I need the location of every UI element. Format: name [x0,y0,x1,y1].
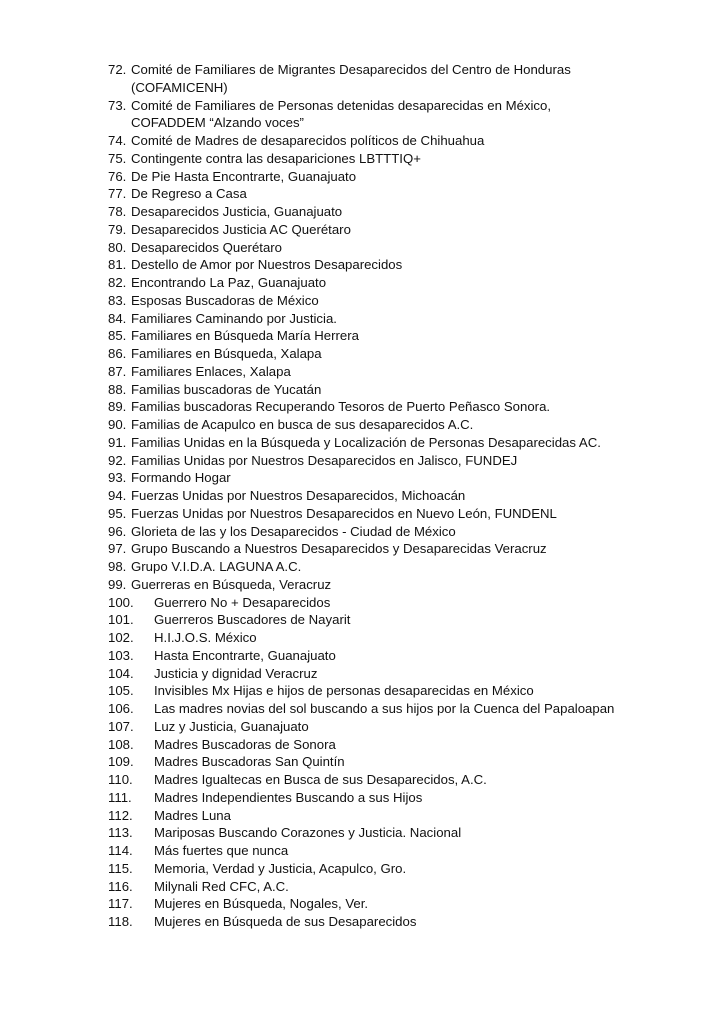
list-item-line: Contingente contra las desapariciones LBTTTIQ+ [131,150,421,166]
list-item [108,913,708,931]
list-item-number: 98. [108,559,127,574]
list-item-text [131,132,708,150]
list-item-number: 73. [108,97,127,113]
organization-list [108,61,708,931]
list-item-line: Comité de Madres de desaparecidos políticos de Chihuahua [131,133,485,148]
list-item [108,168,708,186]
list-item [108,753,708,771]
list-item [108,61,708,97]
list-item-number: 92. [108,452,127,468]
list-item [108,718,708,736]
list-item-line: Familiares en Búsqueda María Herrera [131,328,359,344]
list-item [108,132,708,150]
list-item [108,647,708,665]
list-item-text [154,842,708,860]
list-item-number: 89. [108,399,127,415]
list-item-number: 108. [108,736,134,752]
list-item-number: 107. [108,718,134,734]
list-item-number: 99. [108,576,127,592]
list-item-number: 103. [108,647,134,663]
list-item [108,487,708,505]
list-item [108,540,708,558]
list-item-line: Mujeres en Búsqueda, Nogales, Ver. [154,896,369,912]
list-item-line: Justicia y dignidad Veracruz [154,665,318,681]
list-item-number: 81. [108,257,127,273]
list-item [108,505,708,523]
list-item-text [131,540,708,558]
list-item-line: Mariposas Buscando Corazones y Justicia. Nacional [154,825,462,841]
list-item [108,310,708,328]
list-item-text [154,682,708,700]
list-item-line: Familias buscadoras Recuperando Tesoros de Puerto Peñasco Sonora. [131,399,551,415]
list-item-number: 74. [108,133,127,148]
list-item-number: 112. [108,807,133,823]
list-item [108,452,708,470]
list-item-number: 82. [108,275,127,290]
list-item-text [131,558,708,576]
list-item-text [154,824,708,842]
list-item-text [131,185,708,203]
list-item [108,789,708,807]
list-item-number: 113. [108,825,133,841]
list-item-text [154,789,708,807]
list-item-line: Destello de Amor por Nuestros Desaparecidos [131,257,403,273]
list-item-text [131,256,708,274]
list-item-line: Guerreros Buscadores de Nayarit [154,612,351,628]
list-item [108,239,708,257]
list-item-number: 97. [108,541,127,557]
list-item-text [154,807,708,825]
list-item [108,895,708,913]
list-item [108,842,708,860]
list-item [108,665,708,683]
list-item-line: Luz y Justicia, Guanajuato [154,718,309,734]
list-item-number: 87. [108,363,127,379]
list-item-number: 104. [108,665,134,681]
list-item [108,185,708,203]
list-item [108,594,708,612]
list-item [108,345,708,363]
list-item [108,682,708,700]
list-item-line: Familiares Caminando por Justicia. [131,310,337,326]
list-item-text [131,168,708,186]
list-item-number: 100. [108,594,134,610]
list-item-text [154,736,708,754]
list-item-text [131,292,708,310]
list-item-text [154,895,708,913]
list-item-line: Guerrero No + Desaparecidos [154,594,331,610]
list-item-text [154,700,708,718]
list-item [108,611,708,629]
list-item-text [131,239,708,257]
list-item-number: 117. [108,896,133,912]
list-item-line: Familiares en Búsqueda, Xalapa [131,346,322,361]
list-item-number: 80. [108,239,127,255]
list-item [108,327,708,345]
list-item-text [131,434,708,452]
list-item-line: Desaparecidos Querétaro [131,239,283,255]
list-item-number: 75. [108,150,127,166]
list-item-number: 118. [108,914,133,929]
list-item-text [154,611,708,629]
list-item-line: Grupo V.I.D.A. LAGUNA A.C. [131,559,302,574]
list-item-text [131,203,708,221]
list-item-text [131,576,708,594]
list-item-text [154,629,708,647]
list-item-number: 102. [108,630,134,645]
list-item-text [154,647,708,665]
list-item-number: 93. [108,470,127,486]
list-item-text [154,913,708,931]
list-item-text [131,221,708,239]
list-item-number: 90. [108,417,127,432]
list-item-text [131,398,708,416]
list-item-line: Madres Luna [154,807,231,823]
list-item-line: Guerreras en Búsqueda, Veracruz [131,576,332,592]
list-item-line: Fuerzas Unidas por Nuestros Desaparecidos en Nuevo León, FUNDENL [131,505,557,521]
list-item-text [131,345,708,363]
list-item-text [154,878,708,896]
list-item-line: Milynali Red CFC, A.C. [154,878,289,894]
list-item-number: 109. [108,754,134,770]
list-item [108,150,708,168]
list-item-text [131,327,708,345]
list-item-number: 116. [108,878,133,894]
list-item-line: Invisibles Mx Hijas e hijos de personas desaparecidas en México [154,683,534,699]
list-item-text [131,381,708,399]
list-item-number: 110. [108,772,133,787]
list-item-number: 78. [108,204,127,219]
list-item-line: Grupo Buscando a Nuestros Desaparecidos y Desaparecidas Veracruz [131,541,547,557]
list-item [108,523,708,541]
list-item-text [154,665,708,683]
list-item [108,363,708,381]
list-item-line: Desaparecidos Justicia, Guanajuato [131,204,343,219]
list-item-number: 88. [108,381,127,397]
list-item [108,736,708,754]
list-item-text [154,771,708,789]
list-item [108,558,708,576]
list-item-text [131,274,708,292]
list-item [108,256,708,274]
list-item-number: 91. [108,434,127,450]
list-item [108,629,708,647]
list-item-number: 72. [108,62,127,77]
list-item-number: 94. [108,488,127,503]
list-item [108,274,708,292]
list-item [108,824,708,842]
list-item-text [131,523,708,541]
list-item-number: 77. [108,186,127,202]
list-item-line: Memoria, Verdad y Justicia, Acapulco, Gro. [154,860,407,876]
list-item-line: Fuerzas Unidas por Nuestros Desaparecidos, Michoacán [131,488,466,503]
list-item [108,860,708,878]
list-item [108,292,708,310]
list-item-line: Familias de Acapulco en busca de sus desaparecidos A.C. [131,417,474,432]
list-item [108,576,708,594]
list-item-number: 83. [108,292,127,308]
list-item-text [154,860,708,878]
list-item-line: Familias buscadoras de Yucatán [131,381,322,397]
list-item-text [131,487,708,505]
list-item-line: Formando Hogar [131,470,231,486]
list-item-line: Desaparecidos Justicia AC Querétaro [131,221,351,237]
list-item [108,381,708,399]
list-item-text [131,97,708,133]
list-item-number: 95. [108,505,127,521]
list-item-line: (COFAMICENH) [131,79,228,95]
list-item [108,878,708,896]
list-item-line: De Regreso a Casa [131,186,247,202]
list-item-text [131,61,708,97]
list-item-number: 79. [108,221,127,237]
list-item-number: 111. [108,789,132,805]
list-item [108,416,708,434]
list-item-text [131,469,708,487]
list-item-number: 115. [108,860,133,876]
list-item-line: Familias Unidas en la Búsqueda y Localización de Personas Desaparecidas AC. [131,434,601,450]
list-item [108,700,708,718]
list-item-line: Madres Igualtecas en Busca de sus Desaparecidos, A.C. [154,772,487,787]
list-item [108,203,708,221]
list-item-line: Encontrando La Paz, Guanajuato [131,275,327,290]
list-item-line: Madres Buscadoras San Quintín [154,754,345,770]
list-item-line: Familias Unidas por Nuestros Desaparecidos en Jalisco, FUNDEJ [131,452,518,468]
list-item [108,221,708,239]
list-item-line: Comité de Familiares de Personas detenidas desaparecidas en México, [131,97,552,113]
list-item-line: Madres Independientes Buscando a sus Hijos [154,789,423,805]
list-item-text [131,505,708,523]
list-item-text [154,718,708,736]
list-item-line: Familiares Enlaces, Xalapa [131,363,291,379]
list-item-text [154,753,708,771]
list-item [108,97,708,133]
list-item-line: COFADDEM “Alzando voces” [131,115,304,131]
list-item-line: Esposas Buscadoras de México [131,292,319,308]
list-item-number: 86. [108,346,127,361]
list-item-text [131,452,708,470]
list-item-number: 105. [108,683,134,699]
list-item-number: 84. [108,310,127,326]
list-item-line: Más fuertes que nunca [154,843,289,858]
list-item-line: Las madres novias del sol buscando a sus hijos por la Cuenca del Papaloapan [154,701,615,716]
list-item-text [131,150,708,168]
list-item-number: 76. [108,168,127,184]
list-item [108,398,708,416]
list-item-text [131,310,708,328]
list-item-number: 106. [108,701,134,716]
list-item-number: 85. [108,328,127,344]
list-item-line: Hasta Encontrarte, Guanajuato [154,647,336,663]
list-item-text [154,594,708,612]
list-item-number: 96. [108,523,127,539]
list-item-text [131,363,708,381]
list-item-line: H.I.J.O.S. México [154,630,257,645]
list-item [108,434,708,452]
list-item-line: De Pie Hasta Encontrarte, Guanajuato [131,168,357,184]
list-item-line: Comité de Familiares de Migrantes Desaparecidos del Centro de Honduras [131,62,571,77]
list-item-number: 114. [108,843,133,858]
list-item-line: Madres Buscadoras de Sonora [154,736,336,752]
list-item-text [131,416,708,434]
list-item [108,807,708,825]
list-item [108,469,708,487]
list-item [108,771,708,789]
list-item-line: Glorieta de las y los Desaparecidos - Ciudad de México [131,523,456,539]
list-item-number: 101. [108,612,134,628]
list-item-line: Mujeres en Búsqueda de sus Desaparecidos [154,914,417,929]
